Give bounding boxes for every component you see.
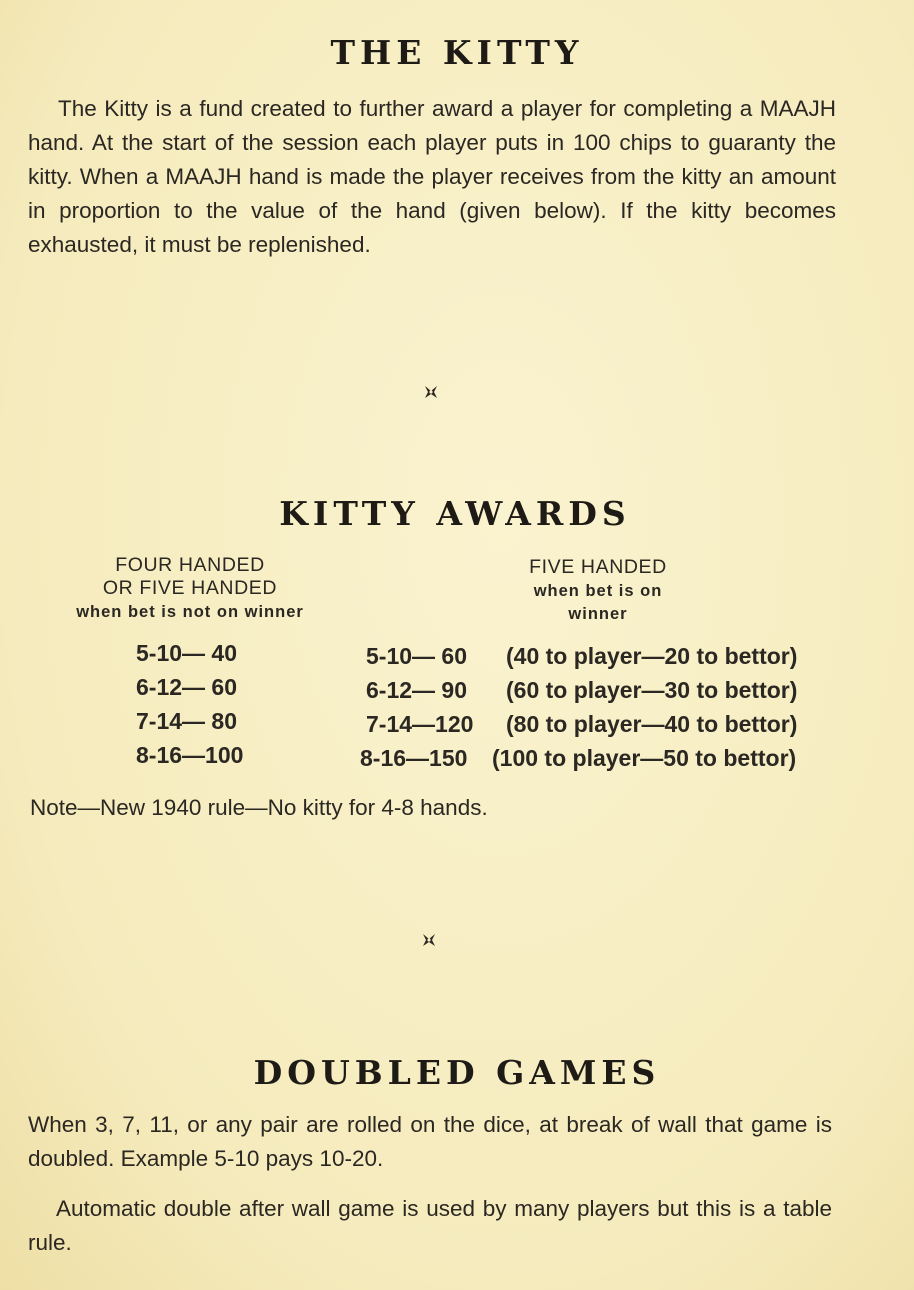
award-amount: 5-10— 60 <box>366 643 468 669</box>
fleuron-icon <box>422 383 440 401</box>
award-amount: 8-16—150 <box>360 745 468 771</box>
kitty-heading: THE KITTY <box>330 33 584 72</box>
left-header-line2: OR FIVE HANDED <box>102 577 278 599</box>
doubled-heading: DOUBLED GAMES <box>253 1053 661 1092</box>
right-header-line1: FIVE HANDED <box>529 556 667 578</box>
award-amount: 7-14—120 <box>366 711 474 737</box>
award-split: (40 to player—20 to bettor) <box>506 643 798 669</box>
fleuron-icon <box>420 931 438 949</box>
award-split: (100 to player—50 to bettor) <box>492 745 797 771</box>
doubled-paragraph-2: Automatic double after wall game is used by many players but this is a table rule. <box>28 1196 832 1255</box>
award-split: (60 to player—30 to bettor) <box>506 677 798 703</box>
kitty-paragraph: The Kitty is a fund created to further award a player for completing a MAAJH hand. At the start of the session each player puts in 100 chips to guaranty the kitty. When a MAAJH hand is made the player receives from the kitty an amount in proportion to the value of the hand (given below). If the kitty becomes exhausted, it must be replenished. <box>28 96 836 257</box>
five-handed-awards-list <box>360 639 798 775</box>
award-row: 6-12— 60 <box>136 674 238 700</box>
award-row <box>360 741 797 775</box>
four-handed-awards-list <box>136 636 243 772</box>
right-header-line2: when bet is on <box>533 582 663 600</box>
doubled-paragraph-1: When 3, 7, 11, or any pair are rolled on the dice, at break of wall that game is doubled. Example 5-10 pays 10-20. <box>28 1112 832 1171</box>
award-row: 7-14— 80 <box>136 708 238 734</box>
award-row: 5-10— 40 <box>136 640 238 666</box>
right-column-header <box>468 556 728 625</box>
left-header-line3: when bet is not on winner <box>76 603 304 621</box>
awards-heading: KITTY AWARDS <box>279 494 631 533</box>
award-row <box>366 673 797 707</box>
award-amount: 6-12— 90 <box>366 677 468 703</box>
award-row <box>366 639 797 673</box>
left-header-line1: FOUR HANDED <box>115 554 265 576</box>
rule-note: Note—New 1940 rule—No kitty for 4-8 hands. <box>30 795 488 820</box>
left-column-header <box>40 554 340 624</box>
award-split: (80 to player—40 to bettor) <box>506 711 798 737</box>
right-header-line3: winner <box>568 605 628 623</box>
award-row <box>366 707 797 741</box>
award-row: 8-16—100 <box>136 742 244 768</box>
